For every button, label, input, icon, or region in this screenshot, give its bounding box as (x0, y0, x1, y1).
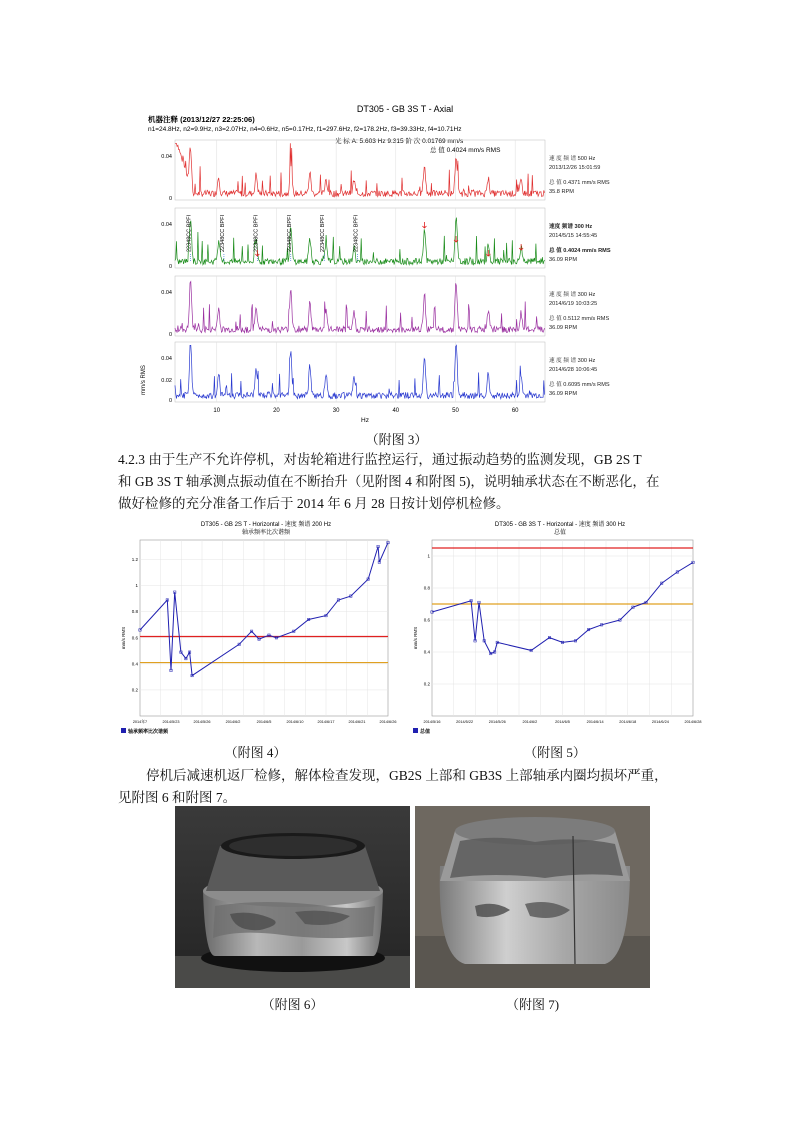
x-tick-label: 40 (392, 408, 400, 414)
figure7-photo (415, 806, 650, 988)
x-tick-label: 2014/5/16 (423, 720, 441, 724)
panel-y-zero: 0 (168, 264, 172, 270)
figure5-subtitle: 总值 (553, 530, 567, 536)
x-tick-label: 2014/6/26 (379, 720, 397, 724)
spectrum-trace (175, 218, 545, 265)
figure5-legend-label: 总值 (420, 729, 431, 735)
y-tick-label: 0.4 (131, 661, 138, 667)
x-tick-label: 2014/5/23 (162, 720, 180, 724)
x-tick-label: 2014/5/26 (488, 720, 506, 724)
y-tick-label: 0.6 (131, 635, 138, 641)
panel-y-zero: 0 (168, 196, 172, 202)
panel-label-l3: 总 值 0.5112 mm/s RMS (549, 316, 610, 322)
x-tick-label: 20 (273, 408, 280, 414)
y-tick-label: 0.8 (423, 585, 430, 591)
x-tick-label: 2014年7 (132, 720, 148, 724)
paragraph-line-2: 和 GB 3S T 轴承测点振动值在不断抬升（见附图 4 和附图 5)，说明轴承状态在不断恶化，在 (118, 474, 660, 489)
paragraph-4-2-3 (118, 449, 698, 515)
panel-y-zero: 0 (168, 332, 172, 338)
figure5-caption: （附图 5） (524, 745, 586, 760)
bpfi-label: 22348CC BPFI (286, 215, 293, 252)
spectrum-trace (175, 345, 545, 398)
x-tick-label: 2014/6/2 (522, 720, 538, 724)
x-tick-label: 2014/6/21 (348, 720, 366, 724)
y-tick-label: 0.8 (131, 609, 138, 615)
figure5-legend-swatch (413, 728, 418, 733)
figure3-spectrum-chart (140, 100, 655, 425)
panel-label-l1: 速 度 频 谱 500 Hz (549, 156, 596, 162)
figure3-x-unit: Hz (361, 417, 369, 424)
figure3-annot-title: 机器注释 (2013/12/27 22:25:06) (148, 115, 255, 124)
x-tick-label: 2014/6/2 (225, 720, 241, 724)
panel-label-l2: 2014/6/28 10:06:45 (549, 367, 598, 373)
figure3-annot-line: n1=24.8Hz, n2=9.9Hz, n3=2.07Hz, n4=0.6Hz, n5=0.17Hz, f1=297.6Hz, f2=178.2Hz, f3=39.33Hz, f4=10.71Hz (148, 126, 462, 133)
figure6-caption: （附图 6） (261, 997, 324, 1012)
y-tick-label: 0.2 (131, 687, 138, 693)
figure4-y-unit: mm/s RMS (121, 626, 126, 650)
paragraph-line-3: 做好检修的充分准备工作后于 2014 年 6 月 28 日按计划停机检修。 (118, 496, 510, 511)
figure4-trend-chart (118, 518, 397, 738)
bpfi-label: 22348CC BPFI (186, 215, 193, 252)
panel-y-tick: 0.04 (161, 154, 172, 160)
panel-label-l1: 速 度 频 谱 300 Hz (549, 358, 596, 364)
x-tick-label: 2014/6/5 (256, 720, 272, 724)
panel-label-l1: 速度 频谱 300 Hz (549, 224, 593, 230)
panel-label-l2: 2014/5/15 14:55:45 (549, 233, 598, 239)
figure3-total-line: 总 值 0.4024 mm/s RMS (430, 147, 501, 154)
y-tick-label: 0.6 (423, 617, 430, 623)
x-tick-label: 10 (213, 408, 221, 414)
spectrum-panel-4 (161, 342, 610, 404)
y-tick-label: 0.2 (423, 681, 430, 687)
panel-label-l2: 2013/12/26 15:01:59 (549, 165, 601, 171)
panel-label-l4: 35.8 RPM (549, 189, 574, 195)
figure4-caption: （附图 4） (224, 745, 287, 760)
spectrum-trace (175, 282, 545, 333)
panel-y-tick: 0.04 (161, 356, 172, 362)
figure5-title: DT305 - GB 3S T - Horizontal - 速度 频谱 300 Hz (494, 522, 626, 528)
panel-y-tick: 0.04 (161, 222, 172, 228)
x-tick-label: 2014/6/10 (286, 720, 304, 724)
y-tick-label: 1 (135, 583, 138, 589)
x-tick-label: 50 (452, 408, 459, 414)
panel-y-zero: 0 (168, 398, 172, 404)
figure3-cursor-line: 光 标 A: 5.603 Hz 9.315 阶 次 0.01769 mm/s (335, 138, 464, 145)
paragraph-line-1: 4.2.3 由于生产不允许停机，对齿轮箱进行监控运行，通过振动趋势的监测发现，GB 2S T (118, 452, 642, 467)
x-tick-label: 2014/5/22 (456, 720, 474, 724)
x-tick-label: 2014/6/14 (586, 720, 604, 724)
x-tick-label: 2014/6/5 (555, 720, 570, 724)
panel-label-l4: 36.09 RPM (549, 257, 577, 263)
x-tick-label: 30 (332, 408, 340, 414)
figure5-trend-chart (410, 518, 700, 738)
bearing-photos (175, 806, 650, 988)
figure4-title: DT305 - GB 2S T - Horizontal - 速度 频谱 200 Hz (200, 522, 332, 528)
bpfi-label: 22348CC BPFI (320, 215, 327, 252)
panel-y-tick: 0.02 (161, 378, 172, 384)
bpfi-label: 22348CC BPFI (253, 215, 260, 252)
paragraph-line-1: 停机后减速机返厂检修，解体检查发现，GB2S 上部和 GB3S 上部轴承内圈均损坏严重， (146, 768, 668, 783)
y-tick-label: 1.2 (131, 557, 138, 563)
panel-label-l2: 2014/6/19 10:03:25 (549, 301, 598, 307)
panel-label-l3: 总 值 0.6095 mm/s RMS (549, 382, 610, 388)
bpfi-label: 22348CC BPFI (353, 215, 360, 252)
y-tick-label: 0.4 (423, 649, 430, 655)
spectrum-panel-2 (161, 208, 611, 270)
x-tick-label: 2014/6/24 (651, 720, 669, 724)
figure4-subtitle: 轴承频率比次谐频 (241, 530, 291, 536)
spectrum-panel-3 (161, 276, 609, 338)
paragraph-inspection (118, 765, 698, 809)
paragraph-line-2: 见附图 6 和附图 7。 (118, 790, 237, 805)
panel-label-l4: 36.09 RPM (549, 325, 577, 331)
panel-label-l1: 速 度 频 谱 300 Hz (549, 292, 596, 298)
x-tick-label: 2014/6/18 (619, 720, 637, 724)
x-tick-label: 2014/5/26 (193, 720, 211, 724)
panel-label-l3: 总 值 0.4371 mm/s RMS (549, 180, 610, 186)
figure5-y-unit: mm/s RMS (413, 626, 418, 650)
figure3-y-unit: mm/s RMS (141, 365, 147, 395)
fault-marker-arrow (422, 222, 426, 228)
figure3-caption: （附图 3） (365, 432, 428, 447)
figure3-title: DT305 - GB 3S T - Axial (356, 104, 454, 114)
spectrum-panel-1 (161, 140, 610, 202)
fault-marker-arrow (519, 244, 523, 250)
bpfi-label: 22348CC BPFI (219, 215, 226, 252)
figure4-legend-swatch (121, 728, 126, 733)
figure4-legend-label: 轴承频率比次谐频 (128, 729, 169, 735)
x-tick-label: 2014/6/17 (317, 720, 335, 724)
panel-label-l4: 36.09 RPM (549, 391, 577, 397)
figure6-photo (175, 806, 410, 988)
y-tick-label: 1 (427, 553, 430, 559)
x-tick-label: 2014/6/28 (684, 720, 702, 724)
panel-y-tick: 0.04 (161, 290, 172, 296)
x-tick-label: 60 (511, 408, 519, 414)
panel-label-l3: 总 值 0.4024 mm/s RMS (549, 248, 611, 254)
figure7-caption: （附图 7) (505, 997, 560, 1012)
